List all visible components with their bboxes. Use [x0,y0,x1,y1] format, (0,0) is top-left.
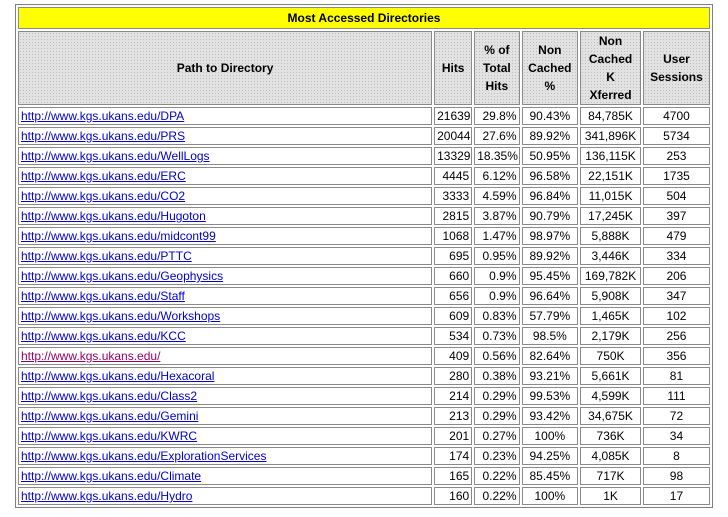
user-sessions-cell: 253 [643,147,710,165]
hits-cell: 165 [434,467,472,485]
pct-total-hits-cell: 4.59% [474,187,519,205]
pct-total-hits-cell: 27.6% [474,127,519,145]
directory-link[interactable]: http://www.kgs.ukans.edu/midcont99 [21,229,216,243]
table-row [18,367,710,385]
directory-link[interactable]: http://www.kgs.ukans.edu/DPA [21,109,185,123]
directory-link[interactable]: http://www.kgs.ukans.edu/Geophysics [21,269,224,283]
table-row [18,407,710,425]
directory-link[interactable]: http://www.kgs.ukans.edu/ERC [21,169,186,183]
header-pct-line-2: Total [482,61,511,75]
non-cached-pct-cell: 96.58% [522,167,579,185]
path-cell [18,407,432,425]
pct-total-hits-cell: 0.38% [474,367,519,385]
pct-total-hits-cell: 0.56% [474,347,519,365]
pct-total-hits-cell: 0.23% [474,447,519,465]
k-xferred-cell: 5,661K [580,367,641,385]
directory-link[interactable]: http://www.kgs.ukans.edu/PRS [21,129,186,143]
header-pct-total-hits [474,31,519,105]
table-row [18,387,710,405]
header-kx-line-1: Non [598,34,623,48]
table-row [18,487,710,505]
path-cell [18,107,432,125]
user-sessions-cell: 256 [643,327,710,345]
non-cached-pct-cell: 90.79% [522,207,579,225]
k-xferred-cell: 4,599K [580,387,641,405]
path-cell [18,387,432,405]
k-xferred-cell: 34,675K [580,407,641,425]
header-non-cached-pct [522,31,579,105]
k-xferred-cell: 1,465K [580,307,641,325]
table-row [18,467,710,485]
user-sessions-cell: 102 [643,307,710,325]
hits-cell: 409 [434,347,472,365]
hits-cell: 174 [434,447,472,465]
non-cached-pct-cell: 57.79% [522,307,579,325]
report-container [15,4,713,508]
table-row [18,347,710,365]
hits-cell: 1068 [434,227,472,245]
path-cell [18,467,432,485]
pct-total-hits-cell: 3.87% [474,207,519,225]
header-path: Path to Directory [18,31,432,105]
k-xferred-cell: 17,245K [580,207,641,225]
header-pct-line-1: % of [484,43,510,57]
header-nc-line-1: Non [538,43,562,57]
directory-link[interactable]: http://www.kgs.ukans.edu/Staff [21,289,185,303]
pct-total-hits-cell: 0.22% [474,487,519,505]
path-cell [18,367,432,385]
k-xferred-cell: 5,888K [580,227,641,245]
pct-total-hits-cell: 0.73% [474,327,519,345]
non-cached-pct-cell: 93.21% [522,367,579,385]
hits-cell: 160 [434,487,472,505]
hits-cell: 280 [434,367,472,385]
pct-total-hits-cell: 0.27% [474,427,519,445]
pct-total-hits-cell: 1.47% [474,227,519,245]
hits-cell: 4445 [434,167,472,185]
hits-cell: 201 [434,427,472,445]
table-row [18,227,710,245]
user-sessions-cell: 5734 [643,127,710,145]
non-cached-pct-cell: 93.42% [522,407,579,425]
user-sessions-cell: 397 [643,207,710,225]
hits-cell: 213 [434,407,472,425]
header-pct-line-3: Hits [485,79,509,93]
table-row [18,167,710,185]
non-cached-pct-cell: 89.92% [522,247,579,265]
user-sessions-cell: 98 [643,467,710,485]
path-cell [18,487,432,505]
directory-link[interactable]: http://www.kgs.ukans.edu/Gemini [21,409,199,423]
table-row [18,327,710,345]
path-cell [18,427,432,445]
non-cached-pct-cell: 100% [522,487,579,505]
non-cached-pct-cell: 50.95% [522,147,579,165]
user-sessions-cell: 347 [643,287,710,305]
pct-total-hits-cell: 0.83% [474,307,519,325]
user-sessions-cell: 111 [643,387,710,405]
user-sessions-cell: 1735 [643,167,710,185]
header-row [18,31,710,105]
directory-link[interactable]: http://www.kgs.ukans.edu/KCC [21,329,186,343]
k-xferred-cell: 717K [580,467,641,485]
table-row [18,147,710,165]
path-cell [18,227,432,245]
hits-cell: 21639 [434,107,472,125]
pct-total-hits-cell: 0.29% [474,407,519,425]
directory-link[interactable]: http://www.kgs.ukans.edu/CO2 [21,189,186,203]
header-user-sessions [643,31,710,105]
user-sessions-cell: 72 [643,407,710,425]
k-xferred-cell: 4,085K [580,447,641,465]
non-cached-pct-cell: 100% [522,427,579,445]
most-accessed-directories-table [15,4,713,508]
non-cached-pct-cell: 85.45% [522,467,579,485]
user-sessions-cell: 356 [643,347,710,365]
table-row [18,207,710,225]
path-cell [18,207,432,225]
directory-link[interactable]: http://www.kgs.ukans.edu/Class2 [21,389,198,403]
header-nc-line-3: % [544,79,556,93]
non-cached-pct-cell: 89.92% [522,127,579,145]
user-sessions-cell: 479 [643,227,710,245]
path-cell [18,287,432,305]
directory-link[interactable]: http://www.kgs.ukans.edu/ExplorationServices [21,449,267,463]
pct-total-hits-cell: 29.8% [474,107,519,125]
path-cell [18,307,432,325]
hits-cell: 20044 [434,127,472,145]
pct-total-hits-cell: 6.12% [474,167,519,185]
k-xferred-cell: 3,446K [580,247,641,265]
pct-total-hits-cell: 0.9% [474,287,519,305]
path-cell [18,267,432,285]
non-cached-pct-cell: 98.5% [522,327,579,345]
table-body [18,107,710,505]
user-sessions-cell: 504 [643,187,710,205]
directory-link[interactable]: http://www.kgs.ukans.edu/WellLogs [21,149,210,163]
header-kx-line-4: Xferred [589,88,632,102]
path-cell [18,247,432,265]
table-title: Most Accessed Directories [18,7,710,29]
directory-link[interactable]: http://www.kgs.ukans.edu/ [21,349,161,363]
user-sessions-cell: 81 [643,367,710,385]
non-cached-pct-cell: 99.53% [522,387,579,405]
header-non-cached-k-xferred [580,31,641,105]
path-cell [18,147,432,165]
non-cached-pct-cell: 98.97% [522,227,579,245]
header-nc-line-2: Cached [528,61,572,75]
directory-link[interactable]: http://www.kgs.ukans.edu/PTTC [21,249,192,263]
k-xferred-cell: 736K [580,427,641,445]
header-kx-line-2: Cached [588,52,633,66]
table-row [18,307,710,325]
table-row [18,127,710,145]
k-xferred-cell: 84,785K [580,107,641,125]
table-row [18,267,710,285]
hits-cell: 2815 [434,207,472,225]
directory-link[interactable]: http://www.kgs.ukans.edu/Hexacoral [21,369,215,383]
k-xferred-cell: 11,015K [580,187,641,205]
hits-cell: 656 [434,287,472,305]
pct-total-hits-cell: 0.29% [474,387,519,405]
header-sess-line-2: Sessions [650,70,703,84]
path-cell [18,347,432,365]
table-row [18,287,710,305]
table-row [18,447,710,465]
pct-total-hits-cell: 18.35% [474,147,519,165]
hits-cell: 13329 [434,147,472,165]
k-xferred-cell: 22,151K [580,167,641,185]
pct-total-hits-cell: 0.9% [474,267,519,285]
hits-cell: 609 [434,307,472,325]
directory-link[interactable]: http://www.kgs.ukans.edu/Hydro [21,489,193,503]
pct-total-hits-cell: 0.95% [474,247,519,265]
path-cell [18,187,432,205]
pct-total-hits-cell: 0.22% [474,467,519,485]
path-cell [18,447,432,465]
header-hits: Hits [434,31,472,105]
user-sessions-cell: 4700 [643,107,710,125]
non-cached-pct-cell: 96.64% [522,287,579,305]
k-xferred-cell: 750K [580,347,641,365]
path-cell [18,327,432,345]
directory-link[interactable]: http://www.kgs.ukans.edu/Workshops [21,309,221,323]
k-xferred-cell: 5,908K [580,287,641,305]
non-cached-pct-cell: 94.25% [522,447,579,465]
table-row [18,427,710,445]
user-sessions-cell: 34 [643,427,710,445]
user-sessions-cell: 334 [643,247,710,265]
user-sessions-cell: 17 [643,487,710,505]
directory-link[interactable]: http://www.kgs.ukans.edu/Climate [21,469,202,483]
k-xferred-cell: 1K [580,487,641,505]
k-xferred-cell: 169,782K [580,267,641,285]
hits-cell: 660 [434,267,472,285]
header-sess-line-1: User [663,52,690,66]
table-row [18,107,710,125]
hits-cell: 695 [434,247,472,265]
k-xferred-cell: 2,179K [580,327,641,345]
non-cached-pct-cell: 90.43% [522,107,579,125]
k-xferred-cell: 136,115K [580,147,641,165]
hits-cell: 534 [434,327,472,345]
non-cached-pct-cell: 96.84% [522,187,579,205]
header-kx-line-3: K [606,70,615,84]
user-sessions-cell: 206 [643,267,710,285]
directory-link[interactable]: http://www.kgs.ukans.edu/Hugoton [21,209,206,223]
path-cell [18,127,432,145]
user-sessions-cell: 8 [643,447,710,465]
hits-cell: 214 [434,387,472,405]
path-cell [18,167,432,185]
non-cached-pct-cell: 95.45% [522,267,579,285]
hits-cell: 3333 [434,187,472,205]
table-row [18,247,710,265]
k-xferred-cell: 341,896K [580,127,641,145]
table-row [18,187,710,205]
non-cached-pct-cell: 82.64% [522,347,579,365]
directory-link[interactable]: http://www.kgs.ukans.edu/KWRC [21,429,198,443]
